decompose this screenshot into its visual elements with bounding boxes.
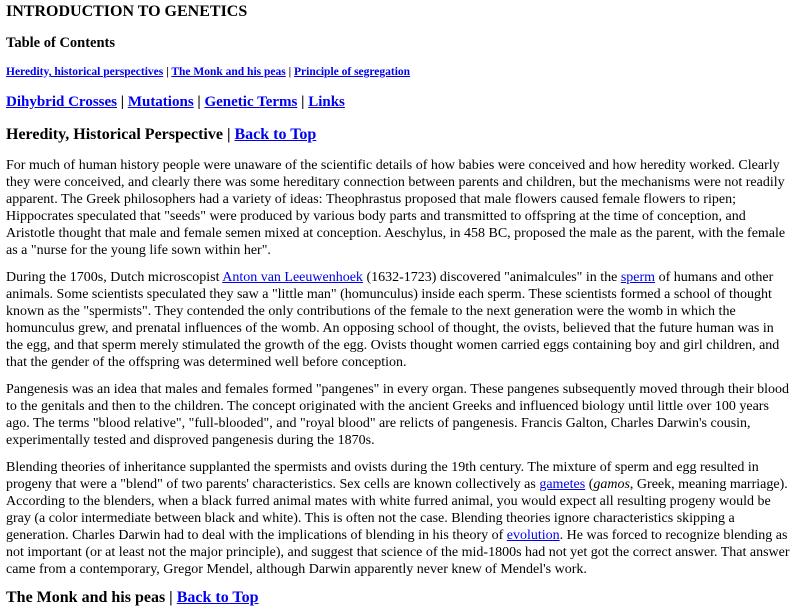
nav-link-genetic-terms[interactable]: Genetic Terms — [204, 94, 298, 110]
nav-link-the-monk-and-his-peas[interactable]: The Monk and his peas — [171, 66, 286, 78]
nav-link-dihybrid-crosses[interactable]: Dihybrid Crosses — [6, 94, 117, 110]
article-body — [6, 157, 794, 578]
paragraph: Blending theories of inheritance supplanted the spermists and ovists during the 19th century. The mixture of sperm and egg resulted in progeny that were a "blend" of two parents' characteristics. Sex cells are known collectively as gametes (gamos, Greek, meaning marriage). According to the blenders, when a black furred animal mates with white furred animal, you would expect all resulting progeny would be gray (a color intermediate between black and white). This is often not the case. Blending theories ignore characteristics skipping a generation. Charles Darwin had to deal with the implications of blending in his theory of evolution. He was forced to recognize blending as not important (or at least not the major principle), and suggest that science of the mid-1800s had not yet got the correct answer. That answer came from a contemporary, Gregor Mendel, although Darwin apparently never knew of Mendel's work. — [6, 460, 790, 577]
section-heading-text: Heredity, Historical Perspective — [6, 126, 223, 143]
page-title: INTRODUCTION TO GENETICS — [6, 3, 248, 20]
section-heading-heredity — [6, 125, 794, 144]
inline-link-sperm[interactable]: sperm — [620, 270, 656, 285]
nav-link-heredity-historical-perspectives[interactable]: Heredity, historical perspectives — [6, 66, 164, 78]
toc-heading: Table of Contents — [6, 35, 116, 51]
toc-nav-row-2: Dihybrid Crosses | Mutations | Genetic Terms | Links — [6, 94, 345, 110]
paragraph: Pangenesis was an idea that males and females formed "pangenes" in every organ. These pangenes subsequently moved through their blood to the genitals and then to the children. The concept originated with the ancient Greeks and influenced biology until little over 100 years ago. The terms "blood relative", "full-blooded", and "royal blood" are relicts of pangenesis. Francis Galton, Charles Darwin's cousin, experimentally tested and disproved pangenesis during the 1870s. — [6, 382, 790, 448]
paragraph: For much of human history people were unaware of the scientific details of how babies were conceived and how heredity worked. Clearly they were conceived, and clearly there was some hereditary connection between parents and children, but the mechanisms were not readily apparent. The Greek philosophers had a variety of ideas: Theophrastus proposed that male flowers caused female flowers to ripen; Hippocrates speculated that "seeds" were produced by various body parts and transmitted to offspring at the time of conception, and Aristotle thought that male and female semen mixed at conception. Aeschylus, in 458 BC, proposed the male as the parent, with the female as a "nurse for the young life sown within her". — [6, 158, 786, 258]
inline-link-anton-van-leeuwenhoek[interactable]: Anton van Leeuwenhoek — [222, 270, 363, 285]
nav-link-links[interactable]: Links — [308, 94, 345, 110]
toc-nav-row-1: Heredity, historical perspectives | The Monk and his peas | Principle of segregation — [6, 66, 411, 78]
heading-separator: | — [226, 126, 231, 143]
paragraph: During the 1700s, Dutch microscopist Anton van Leeuwenhoek (1632-1723) discovered "animalcules" in the sperm of humans and other animals. Some scientists speculated they saw a "little man" (homunculus) inside each sperm. These scientists formed a school of thought known as the "spermists". They contended the only contributions of the female to the next generation were the womb in which the homunculus grew, and prenatal influences of the womb. An opposing school of thought, the ovists, believed that the future human was in the egg, and that sperm merely stimulated the growth of the egg. Ovists thought women carried eggs containing boy and girl children, and that the gender of the offspring was determined well before conception. — [6, 270, 780, 370]
nav-link-principle-of-segregation[interactable]: Principle of segregation — [294, 66, 411, 78]
back-to-top-link[interactable]: Back to Top — [234, 126, 317, 143]
nav-link-mutations[interactable]: Mutations — [127, 94, 194, 110]
heading-separator: | — [169, 589, 173, 606]
back-to-top-link[interactable]: Back to Top — [176, 589, 259, 606]
italic-term: gamos — [593, 477, 630, 492]
section-heading-text: The Monk and his peas — [6, 589, 166, 606]
inline-link-gametes[interactable]: gametes — [539, 477, 586, 492]
inline-link-evolution[interactable]: evolution — [506, 528, 560, 543]
